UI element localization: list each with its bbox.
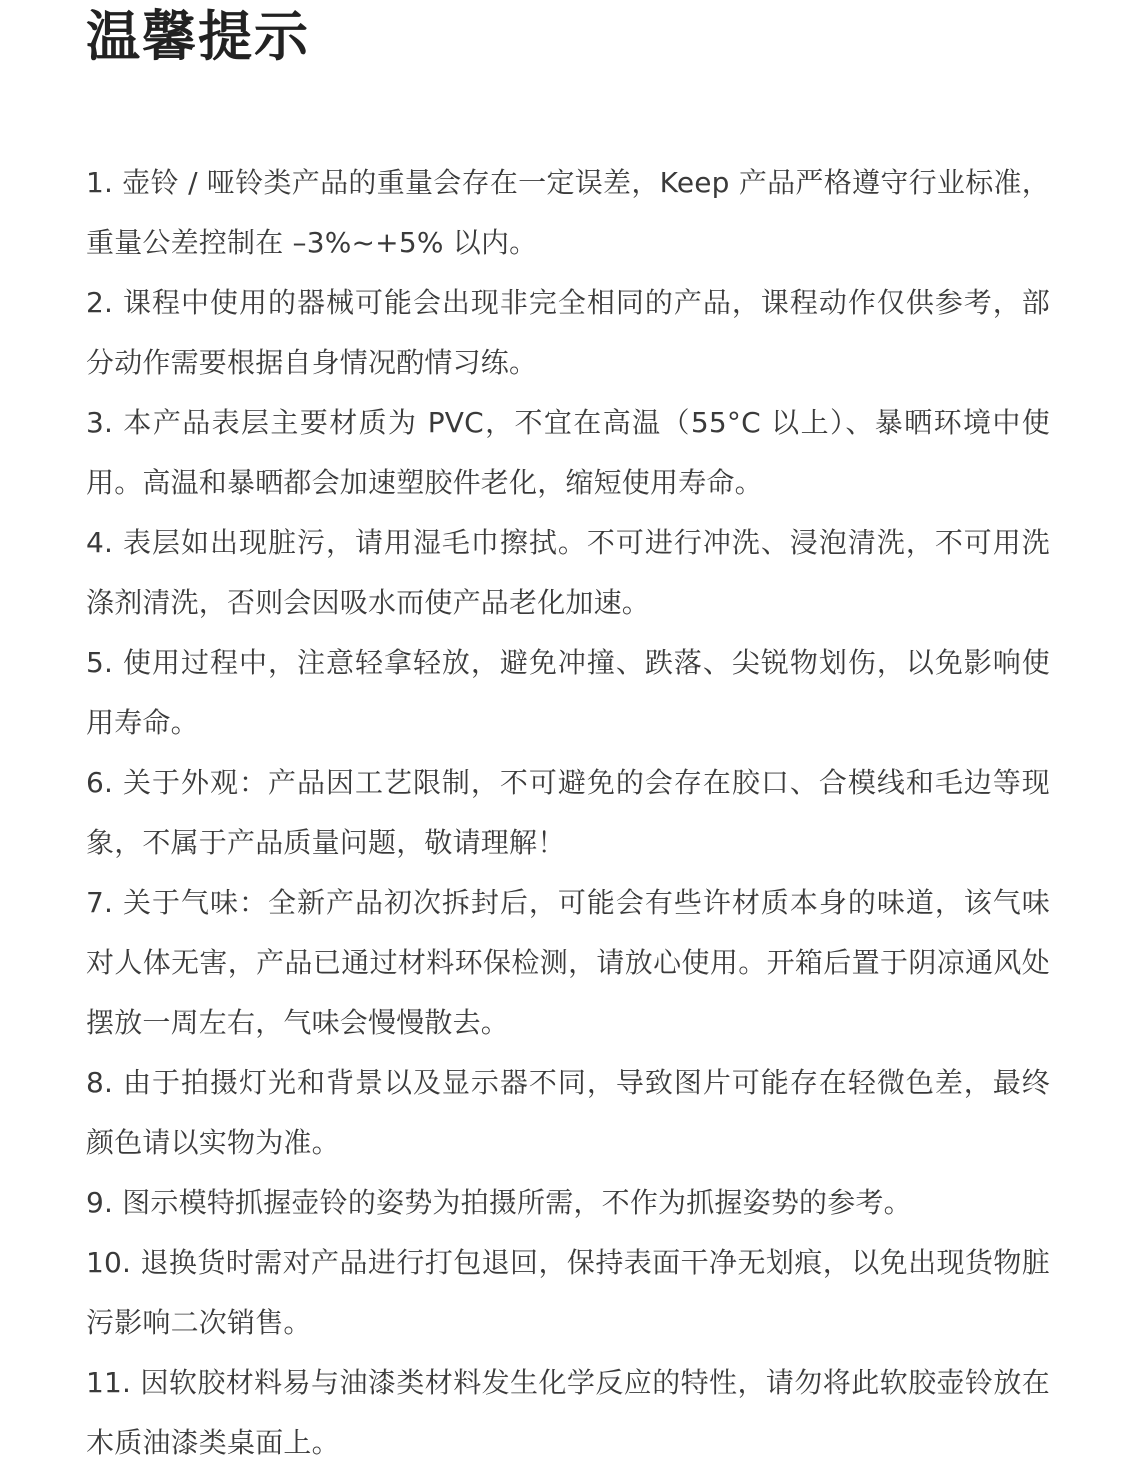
notice-item-9: 9. 图示模特抓握壶铃的姿势为拍摄所需，不作为抓握姿势的参考。 <box>86 1186 912 1219</box>
notice-item-7: 7. 关于气味：全新产品初次拆封后，可能会有些许材质本身的味道，该气味对人体无害，产品已通过材料环保检测，请放心使用。开箱后置于阴凉通风处摆放一周左右，气味会慢慢散去。 <box>86 886 1050 1039</box>
notice-item-11: 11. 因软胶材料易与油漆类材料发生化学反应的特性，请勿将此软胶壶铃放在木质油漆类桌面上。 <box>86 1366 1050 1459</box>
notice-item-1: 1. 壶铃 / 哑铃类产品的重量会存在一定误差，Keep 产品严格遵守行业标准，重量公差控制在 –3%~+5% 以内。 <box>86 166 1050 259</box>
notice-list <box>86 153 1050 1473</box>
notice-item-3: 3. 本产品表层主要材质为 PVC，不宜在高温（55°C 以上）、暴晒环境中使用。高温和暴晒都会加速塑胶件老化，缩短使用寿命。 <box>86 406 1050 499</box>
notice-item-2: 2. 课程中使用的器械可能会出现非完全相同的产品，课程动作仅供参考，部分动作需要根据自身情况酌情习练。 <box>86 286 1050 379</box>
notice-item-5: 5. 使用过程中，注意轻拿轻放，避免冲撞、跌落、尖锐物划伤，以免影响使用寿命。 <box>86 646 1050 739</box>
notice-item-8: 8. 由于拍摄灯光和背景以及显示器不同，导致图片可能存在轻微色差，最终颜色请以实物为准。 <box>86 1066 1050 1159</box>
notice-item-4: 4. 表层如出现脏污，请用湿毛巾擦拭。不可进行冲洗、浸泡清洗，不可用洗涤剂清洗，否则会因吸水而使产品老化加速。 <box>86 526 1050 619</box>
notice-item-10: 10. 退换货时需对产品进行打包退回，保持表面干净无划痕，以免出现货物脏污影响二次销售。 <box>86 1246 1050 1339</box>
notice-item-6: 6. 关于外观：产品因工艺限制，不可避免的会存在胶口、合模线和毛边等现象，不属于产品质量问题，敬请理解！ <box>86 766 1050 859</box>
page-title: 温馨提示 <box>86 5 310 68</box>
